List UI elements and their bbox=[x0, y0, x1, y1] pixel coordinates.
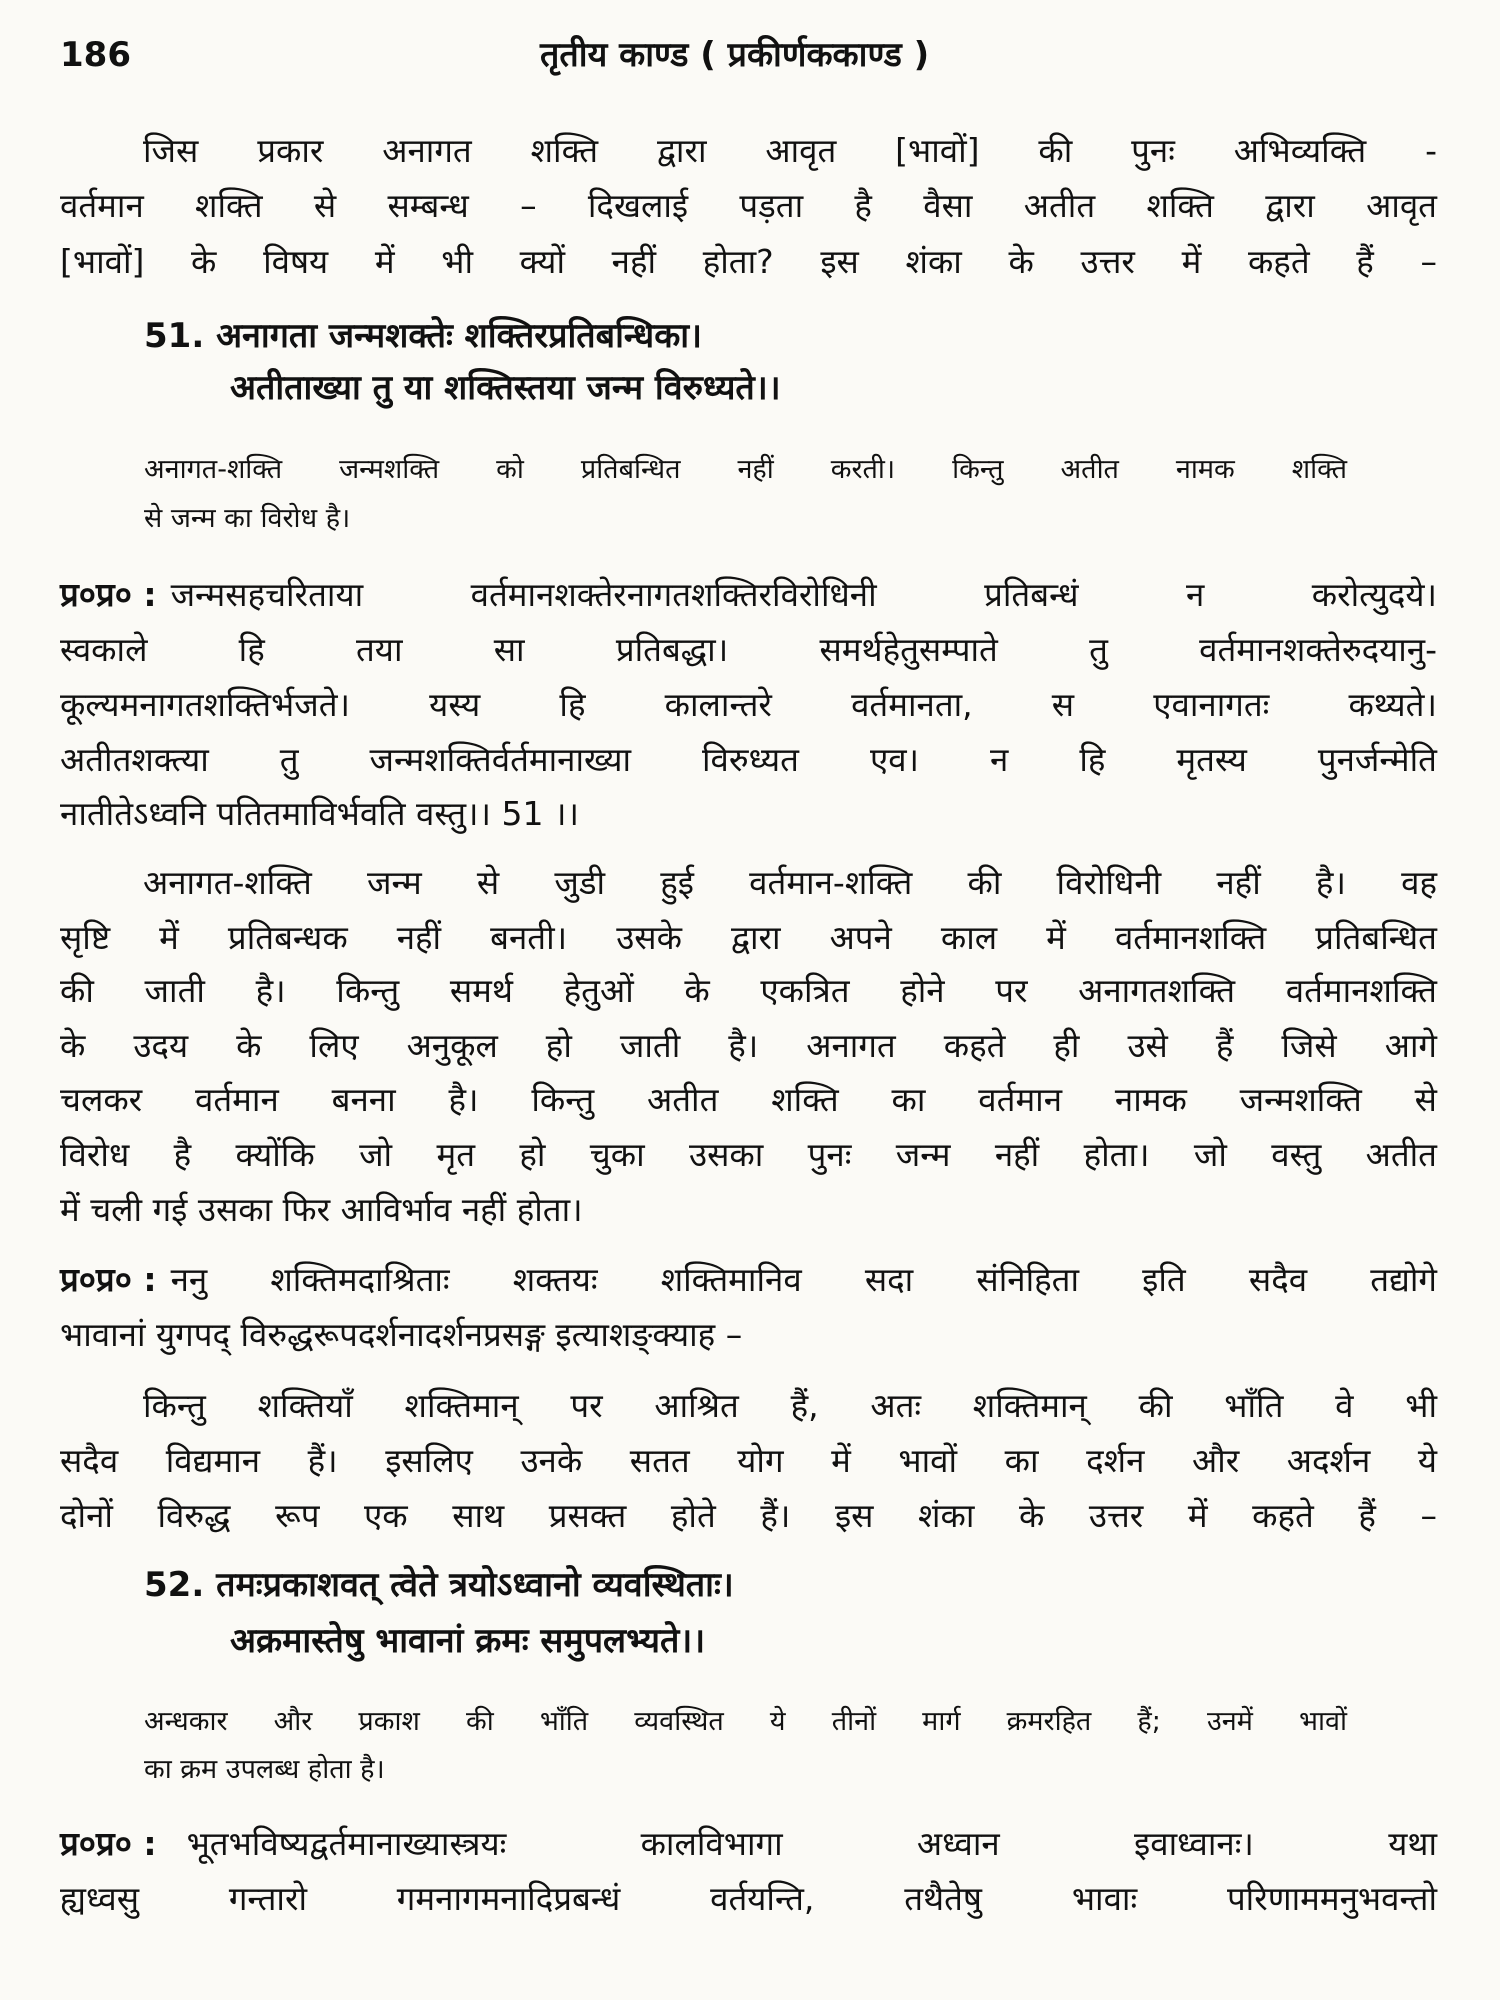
text-line: कूल्यमनागतशक्तिर्भजते। यस्य हि कालान्तरे वर्तमानता, स एवानागतः कथ्यते। bbox=[60, 685, 1437, 724]
commentary-label: प्र०प्र० : bbox=[60, 1824, 157, 1863]
commentary-label: प्र०प्र० : bbox=[60, 575, 157, 614]
text-line: के उदय के लिए अनुकूल हो जाती है। अनागत कहते ही उसे हैं जिसे आगे bbox=[60, 1026, 1437, 1065]
verse-line: 51. अनागता जन्मशक्तेः शक्तिरप्रतिबन्धिका। bbox=[144, 316, 703, 356]
chapter-title: तृतीय काण्ड ( प्रकीर्णककाण्ड ) bbox=[540, 35, 930, 75]
verse-line: अतीताख्या तु या शक्तिस्तया जन्म विरुध्यते।। bbox=[230, 368, 781, 408]
text-line: भावानां युगपद् विरुद्धरूपदर्शनादर्शनप्रसङ्ग इत्याशङ्क्याह – bbox=[60, 1315, 743, 1354]
text-line: सृष्टि में प्रतिबन्धक नहीं बनती। उसके द्वारा अपने काल में वर्तमानशक्ति प्रतिबन्धित bbox=[60, 918, 1437, 957]
text-line: की जाती है। किन्तु समर्थ हेतुओं के एकत्रित होने पर अनागतशक्ति वर्तमानशक्ति bbox=[60, 971, 1437, 1010]
verse-line: 52. तमःप्रकाशवत् त्वेते त्रयोऽध्वानो व्यवस्थिताः। bbox=[144, 1565, 734, 1605]
text-line: जिस प्रकार अनागत शक्ति द्वारा आवृत [भावों] की पुनः अभिव्यक्ति - bbox=[143, 131, 1437, 170]
text-line: ह्यध्वसु गन्तारो गमनागमनादिप्रबन्धं वर्तयन्ति, तथैतेषु भावाः परिणाममनुभवन्तो bbox=[60, 1879, 1437, 1918]
text-line: अनागत-शक्ति जन्मशक्ति को प्रतिबन्धित नहीं करती। किन्तु अतीत नामक शक्ति bbox=[144, 454, 1347, 485]
text-line: अतीतशक्त्या तु जन्मशक्तिर्वर्तमानाख्या विरुध्यत एव। न हि मृतस्य पुनर्जन्मेति bbox=[60, 740, 1437, 779]
text-line: [भावों] के विषय में भी क्यों नहीं होता? इस शंका के उत्तर में कहते हैं – bbox=[60, 242, 1437, 281]
commentary-label: प्र०प्र० : bbox=[60, 1260, 157, 1299]
text-line: से जन्म का विरोध है। bbox=[144, 503, 351, 534]
text-line: नातीतेऽध्वनि पतितमाविर्भवति वस्तु।। 51 ।। bbox=[60, 794, 580, 833]
verse-line: अक्रमास्तेषु भावानां क्रमः समुपलभ्यते।। bbox=[230, 1621, 706, 1661]
text-line: स्वकाले हि तया सा प्रतिबद्धा। समर्थहेतुसम्पाते तु वर्तमानशक्तेरुदयानु- bbox=[60, 630, 1437, 669]
text-line: ननु शक्तिमदाश्रिताः शक्तयः शक्तिमानिव सदा संनिहिता इति सदैव तद्योगे bbox=[170, 1260, 1437, 1299]
text-line: अनागत-शक्ति जन्म से जुडी हुई वर्तमान-शक्ति की विरोधिनी नहीं है। वह bbox=[143, 863, 1437, 902]
text-line: का क्रम उपलब्ध होता है। bbox=[144, 1754, 385, 1785]
text-line: भूतभविष्यद्वर्तमानाख्यास्त्रयः कालविभागा अध्वान इवाध्वानः। यथा bbox=[186, 1824, 1437, 1863]
text-line: वर्तमान शक्ति से सम्बन्ध – दिखलाई पड़ता है वैसा अतीत शक्ति द्वारा आवृत bbox=[60, 186, 1437, 225]
page-number: 186 bbox=[60, 35, 131, 75]
text-line: सदैव विद्यमान हैं। इसलिए उनके सतत योग में भावों का दर्शन और अदर्शन ये bbox=[60, 1441, 1437, 1480]
text-line: विरोध है क्योंकि जो मृत हो चुका उसका पुनः जन्म नहीं होता। जो वस्तु अतीत bbox=[60, 1135, 1437, 1174]
text-line: में चली गई उसका फिर आविर्भाव नहीं होता। bbox=[60, 1190, 583, 1229]
text-line: किन्तु शक्तियाँ शक्तिमान् पर आश्रित हैं, अतः शक्तिमान् की भाँति वे भी bbox=[143, 1386, 1437, 1425]
text-line: जन्मसहचरिताया वर्तमानशक्तेरनागतशक्तिरविरोधिनी प्रतिबन्धं न करोत्युदये। bbox=[170, 575, 1437, 614]
text-line: दोनों विरुद्ध रूप एक साथ प्रसक्त होते हैं। इस शंका के उत्तर में कहते हैं – bbox=[60, 1496, 1437, 1535]
text-line: अन्धकार और प्रकाश की भाँति व्यवस्थित ये तीनों मार्ग क्रमरहित हैं; उनमें भावों bbox=[144, 1706, 1347, 1737]
text-line: चलकर वर्तमान बनना है। किन्तु अतीत शक्ति का वर्तमान नामक जन्मशक्ति से bbox=[60, 1080, 1437, 1119]
